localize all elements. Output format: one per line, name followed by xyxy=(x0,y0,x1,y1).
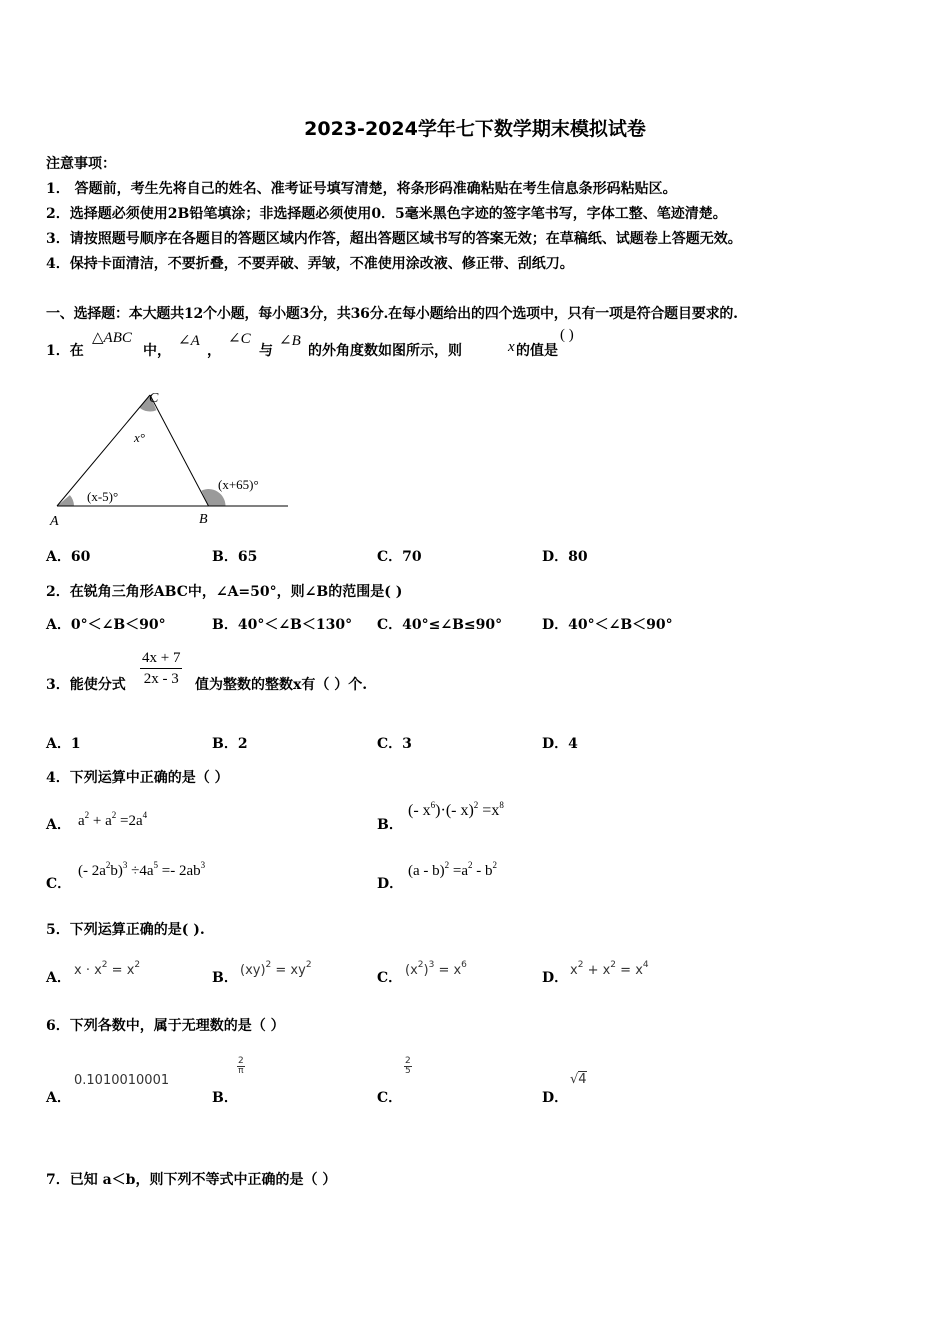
notice-item: 1． 答题前，考生先将自己的姓名、准考证号填写清楚，将条形码准确粘贴在考生信息条形码粘贴区。 xyxy=(46,181,677,197)
notice-heading: 注意事项： xyxy=(46,156,116,172)
q3-fraction xyxy=(140,648,182,689)
q1-text: 的外角度数如图所示，则 xyxy=(308,343,462,359)
sqrt-icon: √ xyxy=(570,1072,579,1087)
q4-text: 4．下列运算中正确的是（ ） xyxy=(46,770,229,786)
q3-option-b[interactable]: B．2 xyxy=(212,736,248,752)
vertex-label-c: C xyxy=(149,391,159,406)
q3-option-c[interactable]: C．3 xyxy=(377,736,412,752)
q6-option-b-label[interactable]: B． xyxy=(212,1090,238,1106)
page-title: 2023-2024学年七下数学期末模拟试卷 xyxy=(304,118,646,140)
notice-item: 4．保持卡面清洁，不要折叠，不要弄破、弄皱，不准使用涂改液、修正带、刮纸刀。 xyxy=(46,256,574,272)
q3-text: 值为整数的整数x有（ ）个. xyxy=(195,677,368,693)
q6-b-numerator: 2 xyxy=(238,1056,244,1066)
q5-option-c-expr[interactable]: $(x^2)^3 = x^6$ xyxy=(405,960,467,978)
q1-text: 与 xyxy=(259,343,273,359)
q6-option-a-label[interactable]: A． xyxy=(46,1090,71,1106)
q5-option-d-label[interactable]: D． xyxy=(542,970,569,986)
q3-option-a[interactable]: A．1 xyxy=(46,736,81,752)
q4-option-b-label[interactable]: B． xyxy=(377,817,403,833)
angle-label-b: (x+65)° xyxy=(218,477,259,492)
q4-option-c-label[interactable]: C． xyxy=(46,876,72,892)
q2-option-a[interactable]: A．0°＜∠B＜90° xyxy=(46,617,166,633)
q5-text: 5．下列运算正确的是( ). xyxy=(46,922,205,938)
q4-option-b-expr[interactable]: (- $x^6)\cdot(-$ $x)^2 =x^8$ xyxy=(408,800,504,819)
q1-answer-blank: ( ) xyxy=(560,327,574,343)
q6-text: 6．下列各数中，属于无理数的是（ ） xyxy=(46,1018,285,1034)
q1-triangle-symbol: △ABC xyxy=(92,330,132,346)
q5-option-b-label[interactable]: B． xyxy=(212,970,238,986)
q6-option-d-expr[interactable]: √4 xyxy=(570,1072,587,1087)
q4-option-a-label[interactable]: A． xyxy=(46,817,71,833)
q1-angle-c: ∠C xyxy=(228,331,251,347)
vertex-label-a: A xyxy=(50,514,59,529)
q6-option-a-value[interactable]: 0.1010010001 xyxy=(74,1073,170,1088)
q1-option-a[interactable]: A．60 xyxy=(46,549,91,565)
q3-option-d[interactable]: D．4 xyxy=(542,736,578,752)
q1-option-d[interactable]: D．80 xyxy=(542,549,588,565)
vertex-label-b: B xyxy=(199,512,208,527)
q6-c-numerator: 2 xyxy=(405,1056,411,1066)
angle-label-c: x° xyxy=(134,430,145,445)
q5-option-d-expr[interactable]: $x^2 + x^2 = x^4$ xyxy=(570,960,649,978)
q3-prefix: 3．能使分式 xyxy=(46,677,126,693)
q2-text: 2．在锐角三角形ABC中，∠A=50°，则∠B的范围是( ) xyxy=(46,584,403,600)
section-heading: 一、选择题：本大题共12个小题，每小题3分，共36分.在每小题给出的四个选项中，只有一项是符合题目要求的. xyxy=(46,306,738,322)
q4-option-d-label[interactable]: D． xyxy=(377,876,404,892)
q6-option-d-label[interactable]: D． xyxy=(542,1090,569,1106)
q1-triangle-figure xyxy=(40,385,300,530)
q6-option-c-fraction[interactable] xyxy=(404,1057,412,1076)
q1-option-b[interactable]: B．65 xyxy=(212,549,258,565)
q2-option-c[interactable]: C．40°≤∠B≤90° xyxy=(377,617,503,633)
q1-text: 的值是 xyxy=(516,343,558,359)
q2-option-d[interactable]: D．40°＜∠B＜90° xyxy=(542,617,673,633)
angle-label-a: (x-5)° xyxy=(87,489,119,504)
q5-option-a-label[interactable]: A． xyxy=(46,970,71,986)
angle-a-shade xyxy=(57,495,74,506)
q5-option-b-expr[interactable]: $(xy)^2 = xy^2$ xyxy=(240,960,312,978)
q1-text: 中， xyxy=(143,343,171,359)
notice-item: 2．选择题必须使用2B铅笔填涂；非选择题必须使用0．5毫米黑色字迹的签字笔书写，字体工整、笔迹清楚。 xyxy=(46,206,727,222)
q4-option-c-expr[interactable]: (- $2a^2b)^3 \div 4a^5 =- 2ab^3$ xyxy=(78,860,206,879)
q6-option-c-label[interactable]: C． xyxy=(377,1090,403,1106)
side-cb xyxy=(150,395,209,506)
q1-variable-x: x xyxy=(508,339,515,355)
q3-numerator: 4x + 7 xyxy=(140,648,182,669)
q2-option-b[interactable]: B．40°＜∠B＜130° xyxy=(212,617,353,633)
notice-item: 3．请按照题号顺序在各题目的答题区域内作答，超出答题区域书写的答案无效；在草稿纸、试题卷上答题无效。 xyxy=(46,231,742,247)
q1-prefix: 1．在 xyxy=(46,343,84,359)
q5-option-a-expr[interactable]: $x \cdot x^2 = x^2$ xyxy=(74,960,141,978)
q6-option-b-fraction[interactable] xyxy=(237,1057,245,1076)
q5-option-c-label[interactable]: C． xyxy=(377,970,403,986)
q1-text: ， xyxy=(207,343,221,359)
q1-angle-b: ∠B xyxy=(279,333,301,349)
q1-angle-a: ∠A xyxy=(178,333,200,349)
q4-option-d-expr[interactable]: $(a - b)^2 =a^2 - b^2$ xyxy=(408,860,498,879)
q7-text: 7．已知 a＜b，则下列不等式中正确的是（ ） xyxy=(46,1172,337,1188)
q4-option-a-expr[interactable]: $a^2 + a^2 =2a^4$ xyxy=(78,810,148,829)
q1-option-c[interactable]: C．70 xyxy=(377,549,422,565)
q3-denominator: 2x - 3 xyxy=(143,671,179,687)
q6-c-denominator: 5 xyxy=(405,1066,411,1076)
q6-b-denominator: π xyxy=(238,1066,244,1076)
